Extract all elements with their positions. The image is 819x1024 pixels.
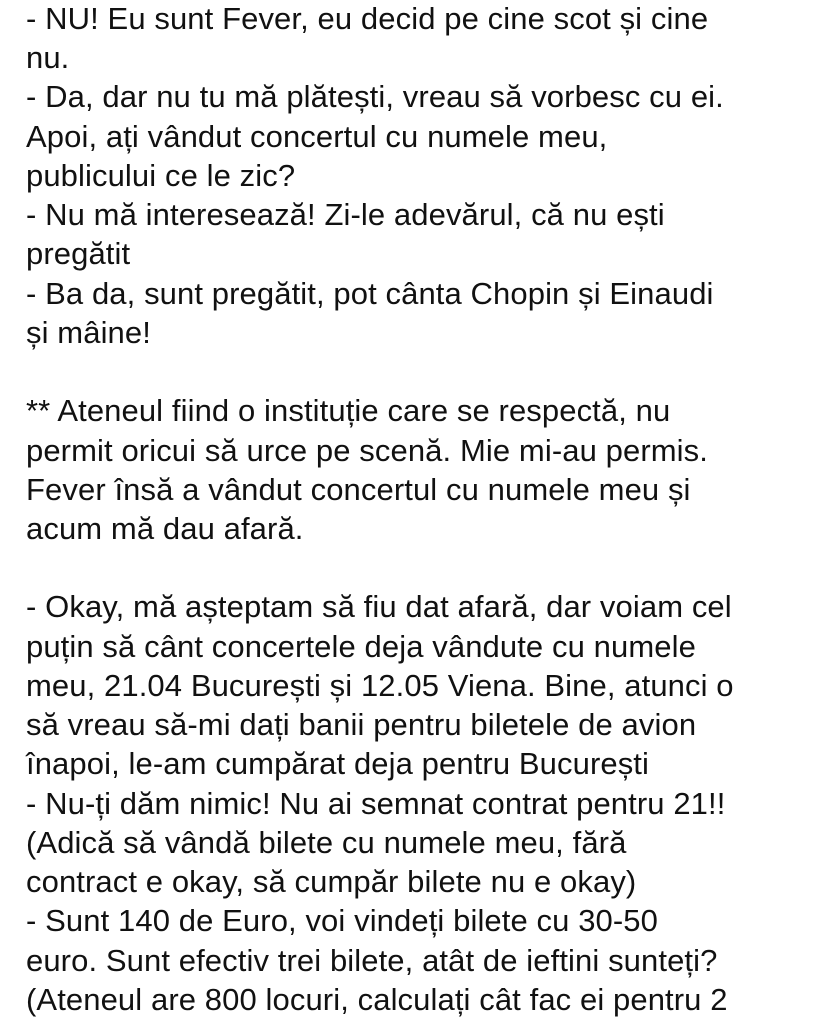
text-line: nu. <box>26 40 70 76</box>
text-line: - Nu-ți dăm nimic! Nu ai semnat contrat pentru 21!! <box>26 785 726 821</box>
text-line: (Ateneul are 800 locuri, calculați cât fac ei pentru 2 <box>26 981 728 1017</box>
text-line: - Da, dar nu tu mă plătești, vreau să vorbesc cu ei. <box>26 79 724 115</box>
text-line: înapoi, le-am cumpărat deja pentru București <box>26 746 650 782</box>
text-line: permit oricui să urce pe scenă. Mie mi-au permis. <box>26 432 708 468</box>
text-line: Apoi, ați vândut concertul cu numele meu, <box>26 118 608 154</box>
text-line: să vreau să-mi dați banii pentru biletele de avion <box>26 707 697 743</box>
text-line: (Adică să vândă bilete cu numele meu, fără <box>26 824 627 860</box>
text-line: - Nu mă interesează! Zi-le adevărul, că nu ești <box>26 197 665 233</box>
text-line: meu, 21.04 București și 12.05 Viena. Bine, atunci o <box>26 667 734 703</box>
text-line: euro. Sunt efectiv trei bilete, atât de ieftini sunteți? <box>26 942 718 978</box>
text-line: ** Ateneul fiind o instituție care se respectă, nu <box>26 393 671 429</box>
text-line: - Sunt 140 de Euro, voi vindeți bilete cu 30-50 <box>26 903 658 939</box>
text-line: contract e okay, să cumpăr bilete nu e okay) <box>26 864 637 900</box>
text-line: și mâine! <box>26 314 151 350</box>
text-line: publicului ce le zic? <box>26 157 296 193</box>
text-line: - Okay, mă așteptam să fiu dat afară, dar voiam cel <box>26 589 732 625</box>
text-line: pregătit <box>26 236 131 272</box>
text-line: Fever însă a vândut concertul cu numele meu și <box>26 471 691 507</box>
text-line: - Ba da, sunt pregătit, pot cânta Chopin și Einaudi <box>26 275 714 311</box>
text-line: - NU! Eu sunt Fever, eu decid pe cine scot și cine <box>26 1 709 36</box>
text-line: acum mă dau afară. <box>26 511 304 546</box>
text-line: puțin să cânt concertele deja vândute cu numele <box>26 628 696 664</box>
